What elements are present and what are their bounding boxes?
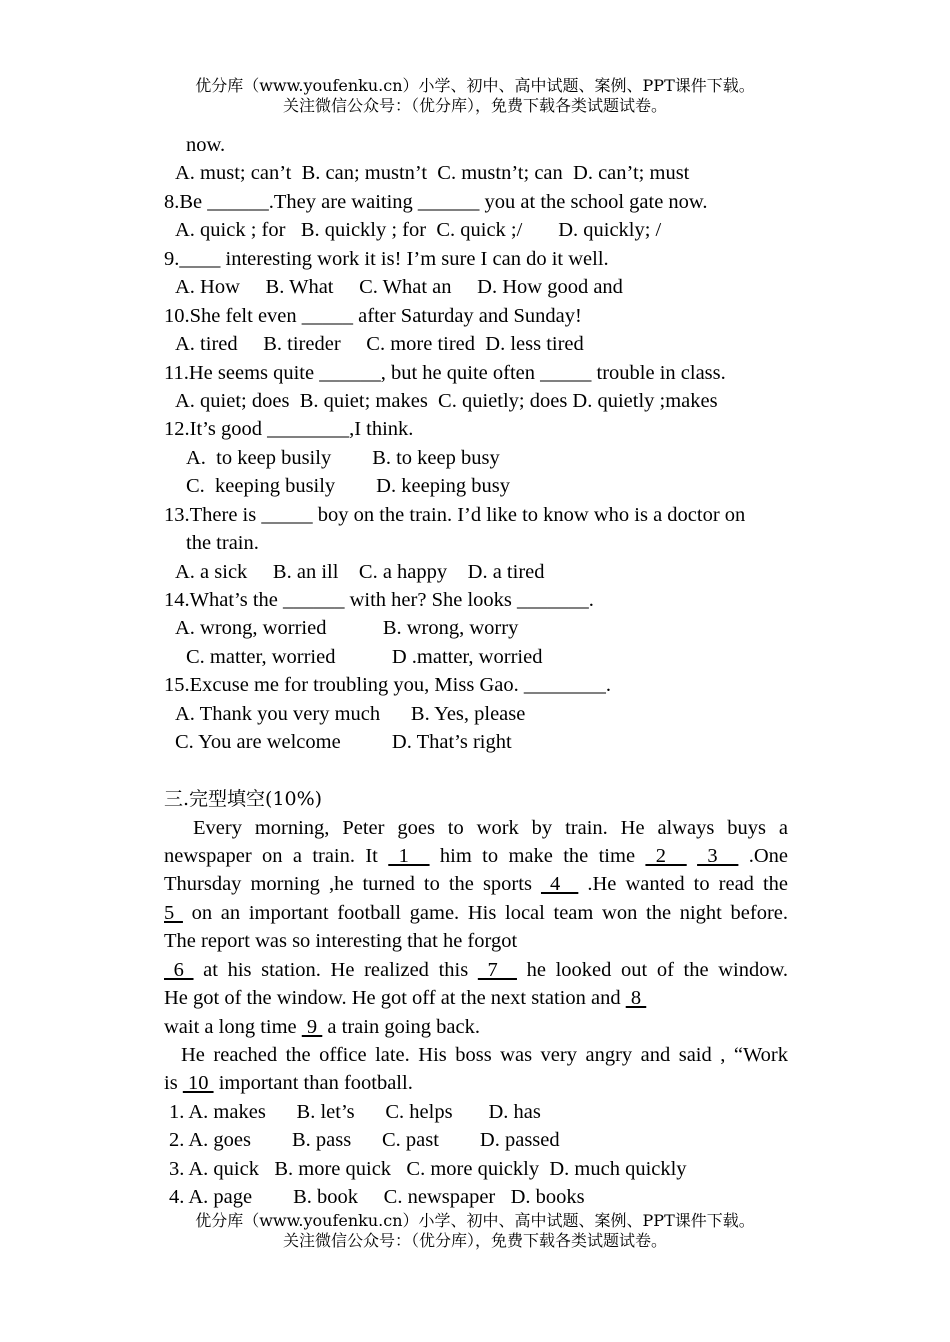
cloze-text: he looked out of the window. (526, 958, 789, 981)
cloze-line-10 (164, 1069, 788, 1097)
q15-options-cd: C. You are welcome D. That’s right (175, 731, 512, 754)
q13-options: A. a sick B. an ill C. a happy D. a tired (175, 560, 545, 583)
cloze-line-5: The report was so interesting that he forgot (164, 930, 518, 953)
blank-8: 8 (625, 987, 647, 1010)
cloze-option-3: 3. A. quick B. more quick C. more quickly D. much quickly (169, 1157, 687, 1180)
q13-stem: 13.There is _____ boy on the train. I’d like to know who is a doctor on (164, 503, 746, 526)
header-line-1: 优分库（www.youfenku.cn）小学、初中、高中试题、案例、PPT课件下载。 (195, 76, 755, 95)
cloze-line-8 (164, 1013, 788, 1041)
q9-options: A. How B. What C. What an D. How good and (175, 276, 623, 299)
cloze-text: Thursday morning ,he turned to the sports (164, 873, 532, 896)
section-title: 三.完型填空(10%) (164, 788, 323, 811)
footer-line-1: 优分库（www.youfenku.cn）小学、初中、高中试题、案例、PPT课件下载。 (195, 1211, 755, 1230)
q8-stem: 8.Be ______.They are waiting ______ you at the school gate now. (164, 190, 708, 213)
q12-stem: 12.It’s good ________,I think. (164, 418, 414, 441)
cloze-line-7 (164, 984, 788, 1012)
cloze-line-3 (164, 870, 788, 898)
cloze-option-1: 1. A. makes B. let’s C. helps D. has (169, 1100, 541, 1123)
cloze-line-1 (164, 814, 788, 842)
q15-options-ab: A. Thank you very much B. Yes, please (175, 702, 526, 725)
q9-stem: 9.____ interesting work it is! I’m sure I can do it well. (164, 247, 609, 270)
q15-stem: 15.Excuse me for troubling you, Miss Gao. ________. (164, 674, 611, 697)
cloze-text: .He wanted to read the (587, 873, 789, 896)
exam-content (164, 131, 788, 1212)
q11-stem: 11.He seems quite ______, but he quite often _____ trouble in class. (164, 361, 726, 384)
blank-9: 9 (301, 1015, 323, 1038)
footer-line-2: 关注微信公众号：（优分库），免费下载各类试题试卷。 (282, 1231, 667, 1250)
blank-2: 2 (645, 844, 687, 867)
cloze-option-2: 2. A. goes B. pass C. past D. passed (169, 1129, 560, 1152)
cloze-text: newspaper on a train. It (164, 844, 378, 867)
cloze-text: He got of the window. He got off at the next station and (164, 987, 621, 1010)
cloze-text: .One (748, 844, 789, 867)
cloze-text: him to make the time (439, 844, 636, 867)
cloze-line-4 (164, 899, 788, 927)
blank-6: 6 (164, 958, 194, 981)
q7-options: A. must; can’t B. can; mustn’t C. mustn’t; can D. can’t; must (175, 162, 690, 185)
blank-3: 3 (697, 844, 739, 867)
cloze-text: a train going back. (327, 1015, 480, 1038)
q14-options-ab: A. wrong, worried B. wrong, worry (175, 617, 519, 640)
q14-options-cd: C. matter, worried D .matter, worried (186, 645, 543, 668)
cloze-line-6 (164, 956, 788, 984)
q13-continuation: the train. (186, 532, 259, 555)
blank-1: 1 (388, 844, 430, 867)
spacer (164, 757, 788, 785)
page-footer (0, 1211, 950, 1251)
q8-options: A. quick ; for B. quickly ; for C. quick ;/ D. quickly; / (175, 219, 662, 242)
cloze-line-9 (164, 1041, 788, 1069)
q10-options: A. tired B. tireder C. more tired D. less tired (175, 333, 584, 356)
q10-stem: 10.She felt even _____ after Saturday and Sunday! (164, 304, 582, 327)
cloze-text: Every morning, Peter goes to work by train. He always buys a (193, 816, 788, 839)
q7-continuation: now. (186, 134, 226, 156)
cloze-text: is (164, 1072, 178, 1095)
blank-7: 7 (477, 958, 517, 981)
cloze-text: wait a long time (164, 1015, 297, 1038)
cloze-line-2 (164, 842, 788, 870)
cloze-text: on an important football game. His local team won the night before. (191, 901, 789, 924)
q11-options: A. quiet; does B. quiet; makes C. quietly; does D. quietly ;makes (175, 389, 718, 412)
header-line-2: 关注微信公众号：（优分库），免费下载各类试题试卷。 (282, 96, 667, 115)
blank-10: 10 (182, 1072, 214, 1095)
blank-5: 5 (164, 901, 183, 924)
q12-options-cd: C. keeping busily D. keeping busy (186, 475, 510, 498)
blank-4: 4 (540, 873, 579, 896)
page-header (0, 76, 950, 116)
q12-options-ab: A. to keep busily B. to keep busy (186, 446, 500, 469)
cloze-text: important than football. (218, 1072, 413, 1095)
cloze-text: He reached the office late. His boss was very angry and said , “Work (181, 1044, 788, 1066)
cloze-option-4: 4. A. page B. book C. newspaper D. books (169, 1186, 585, 1209)
cloze-text: at his station. He realized this (203, 958, 469, 981)
q14-stem: 14.What’s the ______ with her? She looks _______. (164, 589, 594, 611)
